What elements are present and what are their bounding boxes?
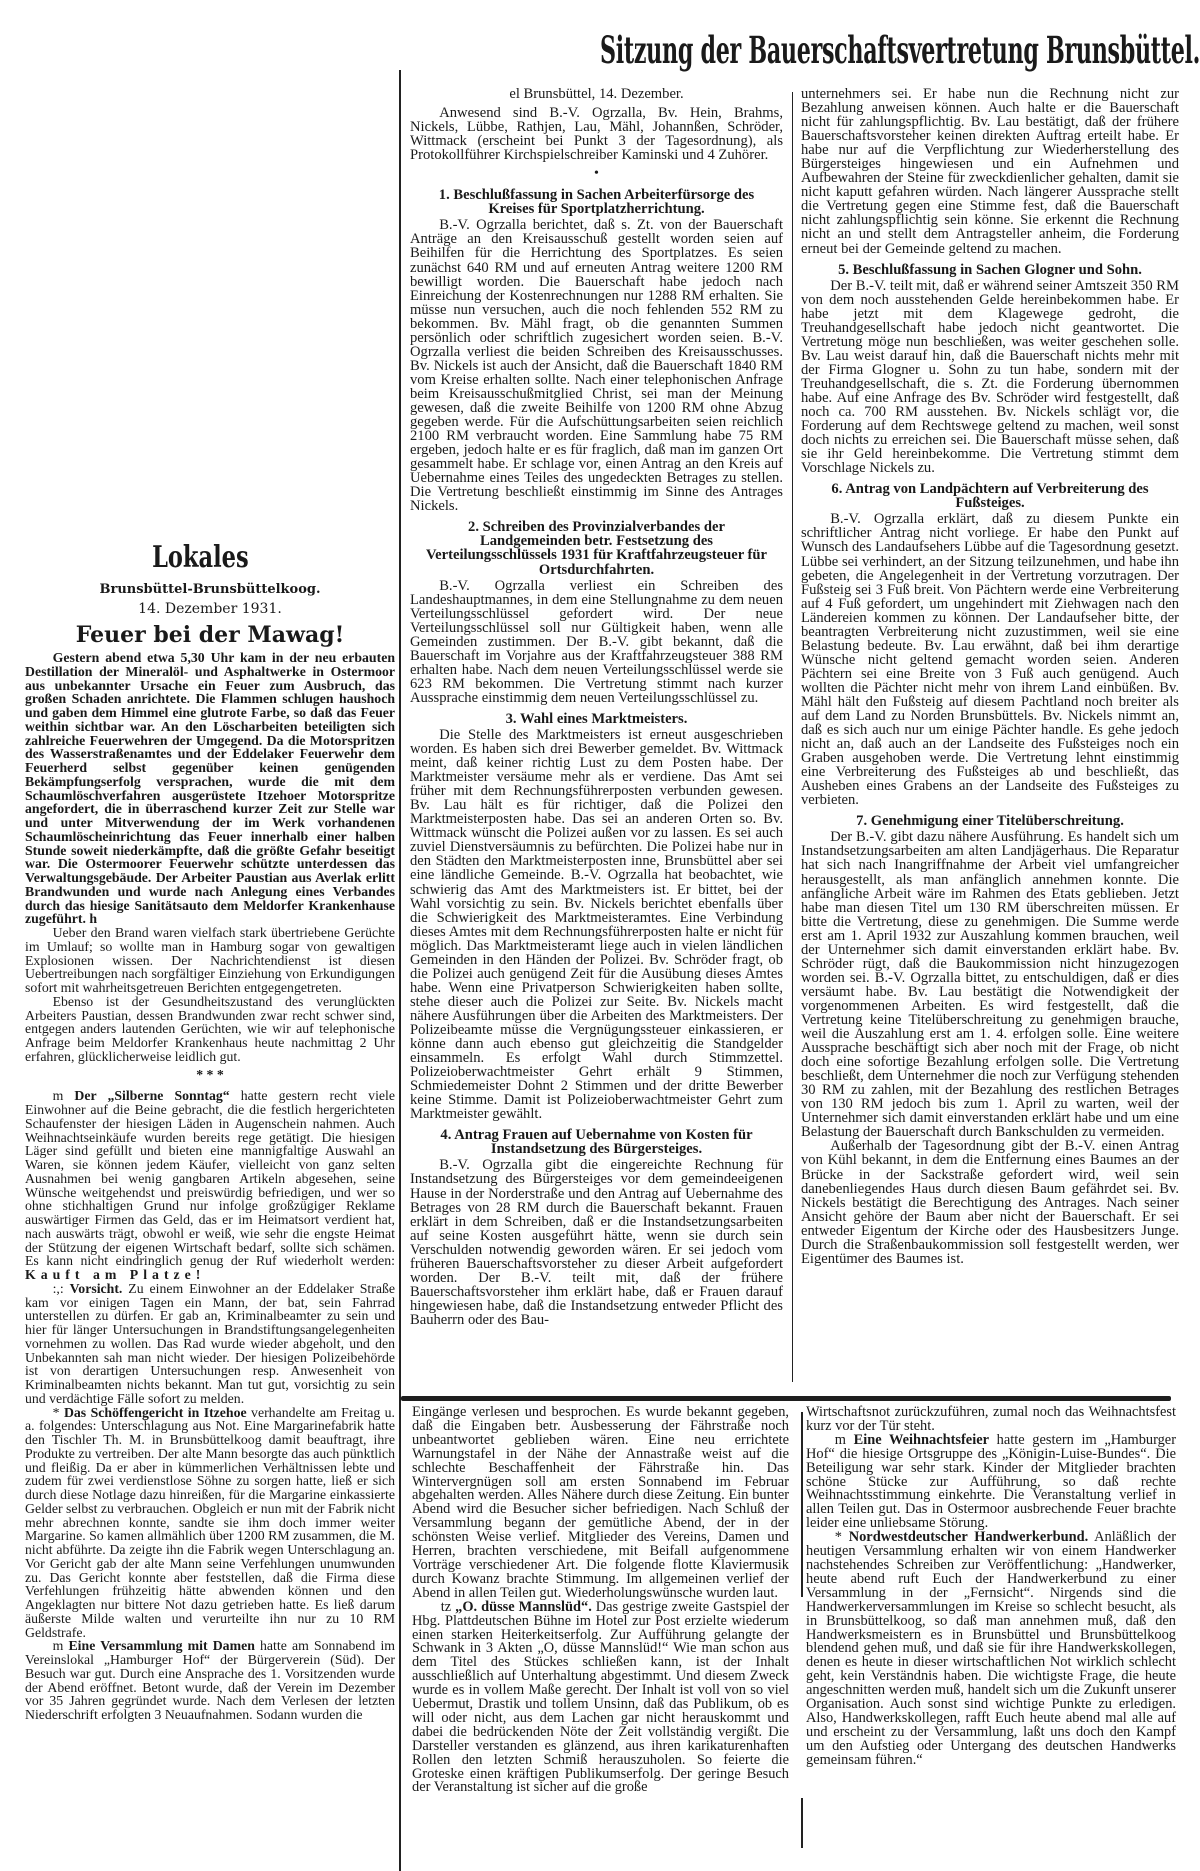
paragraph-text: B.-V. Ogrzalla erklärt, daß zu diesem Punkte ein schriftlicher Antrag nicht vorliege. Er habe den Punkt auf Wunsch des Landaufsehers Lübbe auf die Tagesordnung gesetzt. Lübbe sei verhindert, an der Sitzung teilzunehmen, und habe ihn gebeten, die Angelegenheit in der Vertretung vorzutragen. Der Fußsteig sei 3 Fuß breit. Von Pächtern werde eine Verbreiterung auf 4 Fuß gefordert, um ungehindert mit Ziehwagen nach den Ländereien kommen zu können. Der Landaufseher bitte, der beantragten Verbreiterung nicht zuzustimmen, weil sie eine Belastung bedeute. Bv. Lau erwähnt, daß bei ihm derartige Wünsche nicht geltend gemacht worden seien. Anderen Pächtern sei eine Breite von 3 Fuß auch genügend. Auch wollten die Pächter nicht mehr von ihrem Land einbüßen. Bv. Mähl hält den Fußsteig auf diesem Pachtland noch breiter als auf dem Land zu Norden Brunsbüttels. Bv. Nickels nimmt an, daß es sich auch nur um einige Pächter handle. Es gehe jedoch nicht an, daß auch an der Landseite des Fußsteiges noch ein Graben ausgehoben werde. Die Vertretung lehnt einstimmig eine Verbreiterung des Fußsteiges ab und beschließt, das Ausheben eines Grabens an der Landseite des Fußsteiges zu verbieten. bbox=[801, 511, 1179, 809]
main-column-2 bbox=[801, 87, 1179, 1266]
paragraph-lead: Nordwestdeutscher Handwerkerbund. bbox=[848, 1529, 1089, 1546]
paragraph bbox=[801, 87, 1179, 256]
paragraph bbox=[410, 579, 783, 705]
paragraph bbox=[412, 1598, 789, 1796]
left-column bbox=[25, 651, 395, 1722]
paragraph-text: Wirtschaftsnot zurückzuführen, zumal noch das Weihnachtsfest kurz vor der Tür steht. bbox=[806, 1404, 1176, 1434]
column-rule-lower-2 bbox=[801, 1798, 803, 1848]
paragraph bbox=[25, 1406, 395, 1640]
lower-column-2 bbox=[806, 1406, 1176, 1768]
paragraph bbox=[25, 1089, 395, 1282]
section-heading: 5. Beschlußfassung in Sachen Glogner und Sohn. bbox=[838, 261, 1142, 278]
paragraph-text: Eingänge verlesen und besprochen. Es wurde bekannt gegeben, daß die Eingaben betr. Ausbesserung der Fährstraße noch unbeantwortet geblieben wären. Eine neu errichtete Warnungstafel in der Nähe der Annastraße weist auf die schlechte Beschaffenheit der Fährstraße hin. Das Wintervergnügen soll am ersten Sonnabend im Februar abgehalten werden. Alles Nähere durch diese Zeitung. Ein bunter Abend wird die Besucher sicher befriedigen. Nach Schluß der Versammlung begann der gemütliche Abend, der in der schönsten Weise verlief. Mitglieder des Vereins, Damen und Herren, brachten verschiedene, mit Beifall aufgenommene Vorträge verschiedener Art. Die folgende flotte Klaviermusik durch Kowanz brachte Stimmung. Im allgemeinen verlief der Abend in allen Teilen gut. Wiederholungswünsche wurden laut. bbox=[412, 1404, 789, 1601]
paragraph-emphasis: Kauft am Platze! bbox=[25, 1267, 206, 1282]
headline-text: Sitzung der Bauerschaftsvertretung Brunsbüttel. bbox=[600, 28, 1200, 72]
paragraph bbox=[801, 1139, 1179, 1265]
paragraph bbox=[410, 1158, 783, 1327]
paragraph-text: Ueber den Brand waren vielfach stark übertriebene Gerüchte im Umlauf; so wollte man in Hamburg sogar von gewaltigen Explosionen wissen. Der Nachrichtendienst ist diesen Uebertreibungen nach sorgfältiger Einziehung von Erkundigungen sofort mit wahrheitsgetreuen Berichten entgegengetreten. bbox=[25, 925, 395, 995]
paragraph-text: Der B.-V. gibt dazu nähere Ausführung. Es handelt sich um Instandsetzungsarbeiten am alten Landjägerhaus. Die Reparatur hat sich nach Inangriffnahme der Arbeit viel umfangreicher herausgestellt, als man anfänglich annehmen konnte. Die anfängliche Arbeit wäre im Rahmen des Etats geblieben. Jetzt habe man diesen Titel um 130 RM überschreiten müssen. Er bitte die Vertretung, diese zu genehmigen. Die Summe werde erst am 1. April 1932 zur Auszahlung kommen brauchen, weil der Unternehmer sich damit einverstanden erklärt habe. Bv. Schröder rügt, daß die Baukommission nicht hinzugezogen worden sei. B.-V. Ogrzalla bittet, zu entschuldigen, daß er dies versäumt habe. Bv. Lau bestätigt die Notwendigkeit der vorgenommenen Arbeiten. Es wird festgestellt, daß die Vertretung keine Titelüberschreitung zu genehmigen brauche, weil die Auszahlung erst am 1. 4. erfolgen solle. Eine weitere Aussprache beschäftigt sich aber noch mit der Frage, ob nicht doch eine sofortige Bezahlung erfolgen solle. Die Vertretung beschließt, dem Unternehmer die noch zur Verfügung stehenden 30 RM zu zahlen, mit der Bezahlung des restlichen Betrages von 130 RM jedoch bis zum 1. April zu warten, weil der Unternehmer sich damit einverstanden erklärt habe und um eine Belastung der Bauerschaft durch Bankschulden zu vermeiden. bbox=[801, 829, 1179, 1141]
paragraph-text: hatte am Sonnabend im Vereinslokal „Hamburger Hof“ der Bürgerverein (Süd). Der Besuch war gut. Durch eine Ansprache des 1. Vorsitzenden wurde der Abend eröffnet. Betont wurde, daß der Verein im Dezember vor 35 Jahren gegründet wurde. Nach dem Verlesen der letzten Niederschrift erfolgten 3 Neuaufnahmen. Sodann wurden die bbox=[25, 1638, 396, 1722]
paragraph-text: Anwesend sind B.-V. Ogrzalla, Bv. Hein, Brahms, Nickels, Lübbe, Rathjen, Lau, Mähl, Johannßen, Schröder, Wittmack (erscheint bei Punkt 3 der Tagesordnung), als Protokollführer Kirchspielschreiber Kaminski und 4 Zuhörer. bbox=[410, 105, 783, 164]
paragraph bbox=[25, 1282, 395, 1406]
paragraph bbox=[806, 1406, 1176, 1434]
paragraph-text: Die Stelle des Marktmeisters ist erneut ausgeschrieben worden. Es haben sich drei Bewerber gemeldet. Bv. Wittmack meint, daß keiner richtig Lust zu dem Posten habe. Der Marktmeister versäume mehr als er verdiene. Das Amt sei früher mit dem Rechnungsführerposten verbunden gewesen. Bv. Lau hält es für richtiger, daß die Polizei den Marktmeisterposten habe. Das sei an anderen Orten so. Bv. Wittmack wünscht die Polizei außen vor zu lassen. Es sei auch zuviel Dienstversäumnis zu befürchten. Die Polizei habe nur in den Städten den Marktmeisterposten inne, Brunsbüttel aber sei eine ländliche Gemeinde. B.-V. Ogrzalla hat beobachtet, wie schwierig das Amt des Marktmeisters ist. Er bittet, bei der Wahl vorsichtig zu sein. Bv. Nickels berichtet ebenfalls über die Schwierigkeit des Marktmeisteramtes. Eine Verbindung dieses Amtes mit dem Rechnungsführerposten halte er nicht für möglich. Das Marktmeisteramt liege auch in vielen ländlichen Gemeinden in den Händen der Polizei. Bv. Schröder fragt, ob die Polizei auch genügend Zeit für die Ausübung dieses Amtes habe. Wenn eine Privatperson Schwierigkeiten haben sollte, stehe dieser auch die Polizei zur Seite. Bv. Nickels macht nähere Ausführungen über die Arbeiten des Marktmeisters. Der Polizeibeamte müsse die Vergnügungssteuer einkassieren, er könne dann auch ebenso gut gleichzeitig die Standgelder einsammeln. Es erfolgt Wahl durch Stimmzettel. Polizeioberwachtmeister Gehrt erhält 9 Stimmen, Schmiedemeister Dohnt 2 Stimmen und der dritte Bewerber keine Stimme. Damit ist Polizeioberwachtmeister Gehrt zum Marktmeister gewählt. bbox=[410, 727, 783, 1123]
paragraph-text: Außerhalb der Tagesordnung gibt der B.-V. einen Antrag von Kühl bekannt, in dem die Entfernung eines Baumes an der Brücke in der Sackstraße gefordert wird, weil sein danebenliegendes Haus durch diesen Baum gefährdet sei. Bv. Nickels bestätigt die Berechtigung des Antrages. Nach seiner Ansicht gehöre der Baum aber nicht der Bauerschaft. Er sei entweder Eigentum der Kirche oder des Hausbesitzers Junge. Durch die Straßenbaukommission soll festgestellt werden, wer Eigentümer des Baumes ist. bbox=[801, 1138, 1179, 1267]
paragraph-text: unternehmers sei. Er habe nun die Rechnung nicht zur Bezahlung anweisen können. Auch halte er die Bauerschaft nicht für zahlungspflichtig. Bv. Lau bestätigt, daß der frühere Bauerschaftsvorsteher keinen direkten Auftrag erteilt habe. Er habe nur auf die Verpflichtung zur Wiederherstellung des Bürgersteiges hingewiesen und ein Aufnehmen und Aufbewahren der Steine für zweckdienlicher gehalten, damit sie nicht kaputt gefahren würden. Nach längerer Aussprache stellt die Vertretung gegen eine Stimme fest, daß die Bauerschaft nicht zahlungspflichtig sein könne. Sie erkennt die Rechnung nicht an und stellt dem Antragsteller anheim, die Forderung erneut bei der Gemeinde geltend zu machen. bbox=[801, 86, 1179, 257]
article-headline bbox=[400, 28, 1200, 72]
lower-column-1 bbox=[412, 1406, 789, 1795]
paragraph-lead: Der „Silberne Sonntag“ bbox=[74, 1088, 230, 1104]
paragraph-text: Zu einem Einwohner an der Eddelaker Straße kam vor einigen Tagen ein Mann, der bat, sein Fahrrad unterstellen zu dürfen. Er gab an, Kriminalbeamter zu sein und hier für länger Untersuchungen in Brandstiftungsangelegenheiten vornehmen zu wollen. Das Rad wurde wieder abgeholt, und den Unbekannten sah man nicht wieder. Der hiesigen Polizeibehörde ist von derartigen Untersuchungen resp. Anwesenheit von Kriminalbeamten nichts bekannt. Man tut gut, vorsichtig zu sein und verdächtige Fälle sofort zu melden. bbox=[25, 1280, 395, 1406]
paragraph bbox=[806, 1531, 1176, 1767]
paragraph-prefix: * bbox=[834, 1529, 849, 1546]
paragraph-prefix: m bbox=[834, 1431, 854, 1448]
paragraph-text: verhandelte am Freitag u. a. folgendes: Unterschlagung aus Not. Eine Margarinefabrik hatte den Tischler Th. M. in Brunsbüttelkoog damit beauftragt, ihre Produkte zu vertreiben. Der alte Mann besorgte das auch pünktlich und fleißig. Da er aber in kümmerlichen Verhältnissen lebte und zudem für zwei verdienstlose Söhne zu sorgen hatte, ließ er sich durch diese Notlage dazu hinreißen, für die Margarine einkassierte Gelder selbst zu verbrauchen. Obgleich er nun mit der Fabrik nicht mehr abrechnen konnte, sandte sie ihm doch immer weiter Margarine. So kamen allmählich über 1200 RM zusammen, die M. nicht abführte. Da zeigte ihn die Fabrik wegen Unterschlagung an. Vor Gericht gab der alte Mann seine Verfehlungen unumwunden zu. Das Gericht konnte aber feststellen, daß die Firma diese Verfehlungen frühzeitig hätte abwenden können und den Angeklagten nur bittere Not dazu getrieben hatte. Es ließ darum äußerste Milde walten und verurteilte ihn nur zu 10 RM Geldstrafe. bbox=[25, 1404, 395, 1640]
paragraph-text: B.-V. Ogrzalla gibt die eingereichte Rechnung für Instandsetzung des Bürgersteiges vor dem gemeindeeigenen Hause in der Norderstraße und den Antrag auf Uebernahme des Betrages von 28 RM durch die Bauerschaft bekannt. Frauen erklärt in dem Schreiben, daß er die Instandsetzungsarbeiten auf seine Kosten ausgeführt hätte, wenn sie durch sein Verschulden notwendig geworden wären. Er sei jedoch vom früheren Bauerschaftsvorsteher zu dieser Arbeit aufgefordert worden. Der B.-V. teilt mit, daß der frühere Bauerschaftsvorsteher ihm erklärt habe, daß er Frauen darauf hingewiesen habe, daß die Instandsetzung entweder Pflicht des Bauherrn oder des Bau- bbox=[410, 1157, 783, 1328]
separator-dot: • bbox=[594, 166, 599, 182]
paragraph bbox=[801, 512, 1179, 807]
lokales-place: Brunsbüttel-Brunsbüttelkoog. bbox=[99, 582, 321, 597]
paragraph-prefix: * bbox=[52, 1404, 64, 1420]
paragraph-prefix: m bbox=[52, 1088, 75, 1104]
paragraph bbox=[25, 995, 395, 1064]
paragraph-text: hatte gestern recht viele Einwohner auf die Beine gebracht, die die festlich hergerichteten Schaufenster der hiesigen Läden in Augenschein nahmen. Auch Weihnachtseinkäufe wurden bereits rege getätigt. Die hiesigen Läger sind gefüllt und bieten eine mannigfaltige Auswahl an Waren, sie können jedem Käufer, vielleicht von ganz selten Ausnahmen bei wenig gangbaren Artikeln abgesehen, seine Wünsche weitgehendst und preiswürdig befriedigen, und wer so ohne stichhaltigen Grund nur infolge großzügiger Reklame auswärtiger Firmen das Geld, das er im Heimatsort verdient hat, nach auswärts trägt, obwohl er weiß, wie sehr die engste Heimat der Stützung der eigenen Wirtschaft bedarf, sollte sich schämen. Es kann nicht eindringlich genug der Ruf wiederholt werden: bbox=[25, 1088, 395, 1269]
main-column-1 bbox=[410, 87, 783, 1327]
lokales-title: Lokales bbox=[151, 540, 249, 575]
paragraph bbox=[801, 830, 1179, 1139]
section-heading: 2. Schreiben des Provinzialverbandes der Landgemeinden betr. Festsetzung des Verteilungsschlüssels 1931 für Kraftfahrzeugsteuer für Ortsdurchfahrten. bbox=[425, 519, 768, 578]
paragraph-text: Ebenso ist der Gesundheitszustand des verunglückten Arbeiters Paustian, dessen Brandwunden zwar recht schwer sind, entgegen anders lautenden Gerüchten, wie wir auf telephonische Anfrage beim Meldorfer Krankenhaus heute nachmittag 2 Uhr erfahren, glücklicherweise leidlich gut. bbox=[25, 993, 395, 1064]
column-rule-left bbox=[399, 70, 401, 1871]
paragraph-text: Anläßlich der heutigen Versammlung erhalten wir von einem Handwerker nachstehendes Schreiben zur Veröffentlichung: „Handwerker, heute abend ruft Euch der Handwerkerbund zu einer Versammlung in der „Fernsicht“. Nirgends sind die Handwerkerversammlungen im Kreise so schlecht besucht, als in Brunsbüttelkoog, so daß man annehmen muß, daß den Handwerksmeistern es in Brunsbüttel und Brunsbüttelkoog blendend gehen muß, und daß sie für ihre Handwerkskollegen, denen es heute in dieser wirtschaftlichen Not wirklich schlecht geht, kein Verständnis haben. Die wichtigste Frage, die heute angeschnitten werden muß, handelt sich um die Zukunft unserer Organisation. Auch sonst sind wichtige Punkte zu erledigen. Also, Handwerkskollegen, rafft Euch heute abend mal alle auf und erscheint zu der Versammlung, laßt uns doch den Kampf um den Aufstieg oder Untergang des deutschen Handwerks gemeinsam führen.“ bbox=[806, 1529, 1176, 1768]
paragraph-lead: Vorsicht. bbox=[69, 1280, 123, 1296]
paragraph-text: B.-V. Ogrzalla verliest ein Schreiben des Landeshauptmannes, in dem eine Stellungnahme zu dem neuen Verteilungsschlüssel gefordert wird. Der neue Verteilungsschlüssel soll nur Gültigkeit haben, wenn alle Gemeinden zustimmen. Der B.-V. gibt bekannt, daß die Bauerschaft im Vorjahre aus der Kraftfahrzeugsteuer 388 RM erhalten habe. Nach dem neuen Verteilungsschlüssel werde sie 623 RM bekommen. Die Vertretung stimmt nach kurzer Aussprache einstimmig dem neuen Verteilungsschlüssel zu. bbox=[410, 577, 783, 706]
paragraph-lead: Eine Weihnachtsfeier bbox=[853, 1431, 989, 1448]
section-heading: 3. Wahl eines Marktmeisters. bbox=[505, 710, 688, 727]
column-rule-main bbox=[792, 92, 793, 1382]
column-rule-lower bbox=[801, 1412, 803, 1597]
paragraph bbox=[801, 279, 1179, 476]
paragraph-text: B.-V. Ogrzalla berichtet, daß s. Zt. von der Bauerschaft Anträge an den Kreisausschuß gestellt worden seien auf Beihilfen für die Herrichtung des Sportplatzes. Es seien zunächst 640 RM und auf erneuten Antrag weitere 1200 RM bewilligt worden. Die Bauerschaft habe jedoch nach Einreichung der Kostenrechnungen nur 1288 RM erhalten. Sie müsse nun versuchen, auch die noch fehlenden 552 RM zu bekommen. Bv. Mähl fragt, ob die genannten Summen persönlich oder schriftlich zugesichert worden seien. B.-V. Ogrzalla verliest die beiden Schreiben des Kreisausschusses. Bv. Nickels ist auch der Ansicht, daß die Bauerschaft 1840 RM vom Kreise erhalten sollte. Nach einer telephonischen Anfrage beim Kreisausschußmitglied Christ, sei man der Meinung gewesen, daß die zweite Beihilfe von 1200 RM ohne Abzug gegeben werde. Für die Aufschüttungsarbeiten seien reichlich 2100 RM verbraucht worden. Eine Sammlung habe 75 RM ergeben, jedoch halte er es für fraglich, daß man im ganzen Ort gesammelt habe. Er schlage vor, einen Antrag an den Kreis auf Uebernahme eines Teiles des ungedeckten Betrages zu stellen. Die Vertretung beschließt einstimmig im Sinne des Antrages Nickels. bbox=[410, 217, 783, 515]
paragraph-text: Gestern abend etwa 5,30 Uhr kam in der neu erbauten Destillation der Mineralöl- und Asphaltwerke in Ostermoor aus unbekannter Ursache ein Feuer zum Ausbruch, das großen Schaden anrichtete. Die Flammen schlugen haushoch und gaben dem Himmel eine glutrote Farbe, so daß das Feuer weithin sichtbar war. An den Löscharbeiten beteiligten sich zahlreiche Feuerwehren der Umgegend. Da die Motorspritzen des Wasserstraßenamtes und der Eddelaker Feuerwehr dem Feuerherd selbst gegenüber keinen genügenden Bekämpfungserfolg versprachen, wurde die mit dem Schaumlöschverfahren ausgerüstete Itzehoer Motorspritze angefordert, die in überraschend kurzer Zeit zur Stelle war und unter Mitverwendung der im Werk vorhandenen Schaumlöscheinrichtung das Feuer innerhalb einer halben Stunde soweit niederkämpfte, daß die größte Gefahr beseitigt war. Die Ostermoorer Feuerwehr schützte unterdessen das Verwaltungsgebäude. Der Arbeiter Paustian aus Averlak erlitt Brandwunden und wurde nach Anlegung eines Verbandes durch das hiesige Sanitätsauto dem Meldorfer Krankenhause zugeführt. h bbox=[25, 650, 395, 927]
paragraph bbox=[25, 926, 395, 995]
section-heading: 1. Beschlußfassung in Sachen Arbeiterfürsorge des Kreises für Sportplatzherrichtung. bbox=[438, 187, 755, 218]
paragraph-lead: „O. düsse Mannslüd“. bbox=[455, 1598, 592, 1615]
paragraph-text: hatte gestern im „Hamburger Hof“ die hiesige Ortsgruppe des „Königin-Luise-Bundes“. Die Beteiligung war sehr stark. Kinder der Mitglieder brachten schöne Stücke zur Aufführung, so daß rechte Weihnachtsstimmung einkehrte. Die Veranstaltung verlief in allen Teilen gut. Das in Ostermoor ausbrechende Feuer brachte leider eine unliebsame Störung. bbox=[806, 1431, 1176, 1532]
section-heading: 7. Genehmigung einer Titelüberschreitung. bbox=[856, 813, 1124, 830]
paragraph-text: Der B.-V. teilt mit, daß er während seiner Amtszeit 350 RM von dem noch ausstehenden Gelde hereinbekommen habe. Er habe jetzt mit dem Klagewege gedroht, die Treuhandgesellschaft habe jedoch nicht geantwortet. Die Vertretung möge nun beschließen, was weiter geschehen solle. Bv. Lau weist darauf hin, daß die Bauerschaft nichts mehr mit der Firma Glogner u. Sohn zu tun habe, sondern mit der Treuhandgesellschaft, die s. Zt. die Forderung übernommen habe. Auf eine Anfrage des Bv. Schröder wird festgestellt, daß noch ca. 700 RM ausstehen. Bv. Nickels schlägt vor, die Forderung auf dem Rechtswege geltend zu machen, weil sonst doch nichts zu erreichen sei. Die Bauerschaft müsse sehen, daß sie ihr Geld hereinbekomme. Die Vertretung stimmt dem Vorschlage Nickels zu. bbox=[801, 277, 1179, 477]
paragraph bbox=[806, 1431, 1176, 1532]
lokales-date: 14. Dezember 1931. bbox=[138, 601, 282, 617]
paragraph-prefix: tz bbox=[440, 1598, 456, 1615]
paragraph bbox=[410, 728, 783, 1121]
paragraph bbox=[412, 1406, 789, 1601]
dateline: el Brunsbüttel, 14. Dezember. bbox=[509, 86, 684, 102]
paragraph-lead: Eine Versammlung mit Damen bbox=[68, 1638, 255, 1654]
article-end-rule bbox=[401, 1396, 1171, 1401]
paragraph bbox=[410, 106, 783, 162]
section-title-lokales bbox=[0, 540, 400, 575]
article-title-feuer: Feuer bei der Mawag! bbox=[75, 622, 345, 648]
paragraph bbox=[25, 1639, 395, 1722]
separator-asterisks: * * * bbox=[196, 1066, 224, 1082]
section-heading: 6. Antrag von Landpächtern auf Verbreiterung des Fußsteiges. bbox=[831, 481, 1149, 512]
section-heading: 4. Antrag Frauen auf Uebernahme von Kosten für Instandsetzung des Bürgersteiges. bbox=[440, 1127, 753, 1158]
paragraph-text: Das gestrige zweite Gastspiel der Hbg. Plattdeutschen Bühne im Hotel zur Post erzielte wiederum einen starken Heiterkeitserfolg. Zur Aufführung gelangte der Schwank in 3 Akten „O, düsse Mannslüd!“ Wie man schon aus dem Titel des Stückes schließen kann, ist der Inhalt ausschließlich auf Unterhaltung abgestimmt. Und diesem Zweck wurde es in vollem Maße gerecht. Der Inhalt ist voll von so viel Uebermut, Drastik und tollem Unsinn, daß das Publikum, ob es will oder nicht, aus dem Lachen gar nicht herauskommt und dabei die bedrückenden Nöte der Zeit vollständig vergißt. Die Darsteller verstanden es glänzend, aus ihren karikaturenhaften Rollen den letzten Schmiß herauszuholen. So feierte die Groteske einen kräftigen Publikumserfolg. Der geringe Besuch der Veranstaltung ist sicher auf die große bbox=[412, 1598, 789, 1796]
paragraph-lead: Das Schöffengericht in Itzehoe bbox=[63, 1404, 247, 1420]
paragraph bbox=[410, 218, 783, 513]
paragraph-prefix: m bbox=[52, 1638, 69, 1654]
paragraph bbox=[25, 651, 395, 926]
paragraph-prefix: :,: bbox=[52, 1280, 70, 1296]
